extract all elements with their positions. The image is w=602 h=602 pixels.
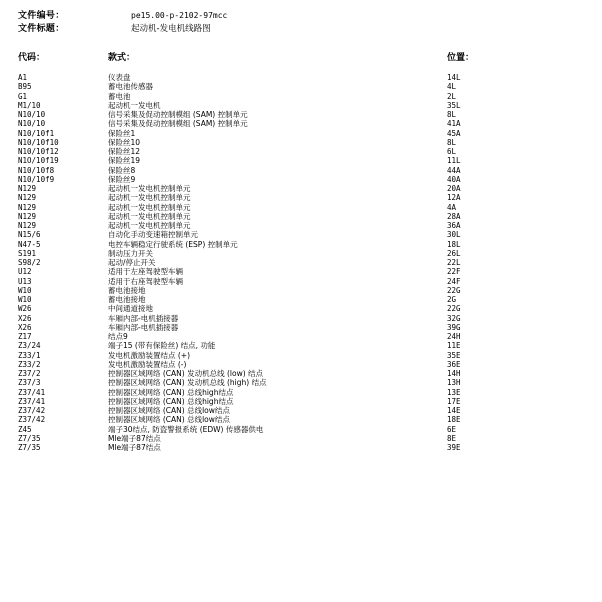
table-row [0, 240, 602, 249]
component-code: X26 [18, 322, 32, 332]
component-code: Z37/41 [18, 387, 46, 397]
component-description: 起动/停止开关 [108, 258, 156, 267]
component-code: N129 [18, 221, 37, 230]
component-position: 39E [447, 443, 461, 452]
component-description: 端子15 (带有保险丝) 结点, 功能 [108, 341, 216, 351]
component-description: 蓄电池传感器 [108, 82, 153, 92]
component-position: 14E [447, 406, 461, 415]
component-description: 自动化手动变速箱控制单元 [108, 230, 198, 240]
component-position: 40A [447, 174, 461, 184]
component-position: 14H [447, 369, 461, 378]
component-code: N1O/10f19 [18, 156, 59, 166]
component-position: 2G [447, 295, 457, 304]
table-row [0, 175, 602, 184]
component-code: W10 [18, 295, 32, 304]
component-description: 起动机一发电机控制单元 [108, 193, 191, 203]
component-code: N10/10f8 [18, 165, 55, 175]
component-position: 44A [447, 165, 461, 175]
component-code: X26 [18, 313, 32, 323]
component-position: 8L [447, 137, 457, 147]
component-description: 起动机一发电机控制单元 [108, 184, 191, 193]
component-code: N15/6 [18, 230, 41, 240]
component-position: 4L [447, 82, 457, 92]
table-row [0, 304, 602, 313]
table-row [0, 230, 602, 239]
table-row [0, 415, 602, 424]
table-row [0, 129, 602, 138]
component-description: 保险丝1 [108, 128, 136, 138]
component-code: A1 [18, 73, 28, 82]
component-code: N129 [18, 211, 37, 221]
component-position: 28A [447, 211, 461, 221]
component-position: 13E [447, 387, 461, 397]
column-header-position: 位置： [447, 53, 475, 63]
component-position: 35L [447, 100, 461, 110]
table-row [0, 369, 602, 378]
component-code: N10/10f9 [18, 174, 55, 184]
table-row [0, 341, 602, 350]
table-row [0, 156, 602, 165]
table-row [0, 138, 602, 147]
component-position: 26L [447, 248, 461, 258]
component-position: 14L [447, 73, 461, 82]
component-description: 控制器区域网络 (CAN) 发动机总线 (low) 结点 [108, 369, 264, 378]
component-code: G1 [18, 91, 28, 101]
table-row [0, 267, 602, 276]
component-description: Mle端子87结点 [108, 443, 161, 452]
component-description: Mle端子87结点 [108, 433, 161, 443]
table-row [0, 351, 602, 360]
component-description: 蓄电池接地 [108, 285, 146, 295]
component-code: Z3/24 [18, 341, 41, 351]
table-row [0, 147, 602, 156]
component-code: U13 [18, 276, 32, 286]
table-row [0, 92, 602, 101]
component-description: 控制器区域网络 (CAN) 总线high结点 [108, 387, 234, 397]
component-code: N10/10 [18, 110, 46, 119]
column-header-description: 款式： [108, 53, 136, 63]
component-position: 6E [447, 424, 457, 434]
component-position: 39G [447, 322, 461, 332]
component-position: 36A [447, 221, 461, 230]
component-description: 端子30结点, 防盗警报系统 (EDW) 传感器供电 [108, 424, 264, 434]
component-code: N129 [18, 184, 37, 193]
component-description: 适用于右座驾驶型车辆 [108, 276, 183, 286]
table-row [0, 110, 602, 119]
document-number-value: pe15.00-p-2102-97mcc [131, 11, 228, 20]
component-description: 蓄电池接地 [108, 295, 146, 304]
table-row [0, 397, 602, 406]
table-row [0, 119, 602, 128]
component-position: 8E [447, 433, 457, 443]
component-table [0, 73, 602, 452]
table-row [0, 221, 602, 230]
table-row [0, 166, 602, 175]
document-title-label: 文件标题： [18, 24, 65, 34]
table-row [0, 193, 602, 202]
table-row [0, 249, 602, 258]
component-position: 18E [447, 415, 461, 425]
component-position: 35E [447, 350, 461, 360]
component-position: 24H [447, 332, 461, 341]
component-position: 32G [447, 313, 461, 323]
component-code: Z17 [18, 332, 32, 341]
table-row [0, 212, 602, 221]
component-description: 蓄电池 [108, 91, 131, 101]
component-code: N129 [18, 202, 37, 212]
component-code: N47-5 [18, 239, 41, 249]
component-position: 12A [447, 193, 461, 203]
column-header-code: 代码： [18, 53, 46, 63]
component-position: 24F [447, 276, 461, 286]
component-code: W26 [18, 304, 32, 314]
component-code: N10/10f10 [18, 137, 59, 147]
component-position: 36E [447, 359, 461, 369]
document-number-label: 文件编号： [18, 11, 65, 21]
component-description: 信号采集及促动控制模组 (SAM) 控制单元 [108, 110, 248, 119]
component-code: M1/10 [18, 100, 41, 110]
component-code: Z37/42 [18, 406, 46, 415]
component-description: 控制器区域网络 (CAN) 总线low结点 [108, 406, 230, 415]
component-code: Z37/41 [18, 396, 46, 406]
table-row [0, 360, 602, 369]
component-code: S191 [18, 248, 37, 258]
component-description: 起动机一发电机 [108, 100, 161, 110]
component-description: 电控车辆稳定行驶系统 (ESP) 控制单元 [108, 239, 238, 249]
component-position: 11L [447, 156, 461, 166]
table-row [0, 203, 602, 212]
component-code: Z33/2 [18, 359, 41, 369]
component-description: 起动机一发电机控制单元 [108, 202, 191, 212]
table-row [0, 323, 602, 332]
table-row [0, 73, 602, 82]
table-row [0, 184, 602, 193]
component-position: 17E [447, 396, 461, 406]
table-row [0, 443, 602, 452]
component-description: 保险丝12 [108, 147, 141, 156]
component-description: 控制器区域网络 (CAN) 总线high结点 [108, 396, 234, 406]
component-description: 适用于左座驾驶型车辆 [108, 267, 183, 277]
table-row [0, 425, 602, 434]
component-description: 起动机一发电机控制单元 [108, 211, 191, 221]
component-description: 控制器区域网络 (CAN) 发动机总线 (high) 结点 [108, 378, 267, 388]
table-row [0, 258, 602, 267]
component-position: 22G [447, 304, 461, 314]
component-description: 发电机激励装置结点 (-) [108, 359, 187, 369]
component-code: Z7/35 [18, 433, 41, 443]
table-row [0, 277, 602, 286]
table-row [0, 314, 602, 323]
component-code: Z37/3 [18, 378, 41, 388]
table-row [0, 332, 602, 341]
table-row [0, 295, 602, 304]
component-description: 制动压力开关 [108, 248, 153, 258]
component-position: 20A [447, 184, 461, 193]
component-description: 信号采集及促动控制模组 (SAM) 控制单元 [108, 119, 248, 129]
component-code: N129 [18, 193, 37, 203]
table-row [0, 101, 602, 110]
component-description: 起动机一发电机控制单元 [108, 221, 191, 230]
component-code: Z37/42 [18, 415, 46, 425]
component-code: Z33/1 [18, 350, 41, 360]
table-row [0, 286, 602, 295]
component-code: B95 [18, 82, 32, 92]
component-code: N10/10f1 [18, 128, 55, 138]
component-code: W10 [18, 285, 32, 295]
component-description: 车厢内部-电机插接器 [108, 313, 179, 323]
component-position: 22G [447, 285, 461, 295]
component-description: 保险丝8 [108, 165, 136, 175]
component-code: N10/10 [18, 119, 46, 129]
component-position: 22F [447, 267, 461, 277]
component-code: Z37/2 [18, 369, 41, 378]
component-description: 中间通道接地 [108, 304, 153, 314]
component-position: 22L [447, 258, 461, 267]
component-position: 18L [447, 239, 461, 249]
component-description: 仪表盘 [108, 73, 131, 82]
component-position: 8L [447, 110, 457, 119]
component-position: 4A [447, 202, 457, 212]
component-code: U12 [18, 267, 32, 277]
component-position: 41A [447, 119, 461, 129]
component-description: 车厢内部-电机插接器 [108, 322, 179, 332]
component-description: 保险丝10 [108, 137, 141, 147]
component-position: 30L [447, 230, 461, 240]
component-description: 结点9 [108, 332, 128, 341]
table-row [0, 82, 602, 91]
table-row [0, 406, 602, 415]
component-code: S98/2 [18, 258, 41, 267]
component-code: N10/10f12 [18, 147, 59, 156]
component-position: 13H [447, 378, 461, 388]
component-description: 保险丝19 [108, 156, 141, 166]
component-code: Z45 [18, 424, 32, 434]
component-position: 2L [447, 91, 457, 101]
table-row [0, 434, 602, 443]
document-title-value: 起动机-发电机线路图 [131, 24, 211, 34]
component-description: 发电机激励装置结点 (+) [108, 350, 191, 360]
table-row [0, 388, 602, 397]
component-code: Z7/35 [18, 443, 41, 452]
table-row [0, 378, 602, 387]
component-description: 保险丝9 [108, 174, 136, 184]
component-position: 45A [447, 128, 461, 138]
component-description: 控制器区域网络 (CAN) 总线low结点 [108, 415, 230, 425]
component-position: 6L [447, 147, 457, 156]
component-position: 11E [447, 341, 461, 351]
